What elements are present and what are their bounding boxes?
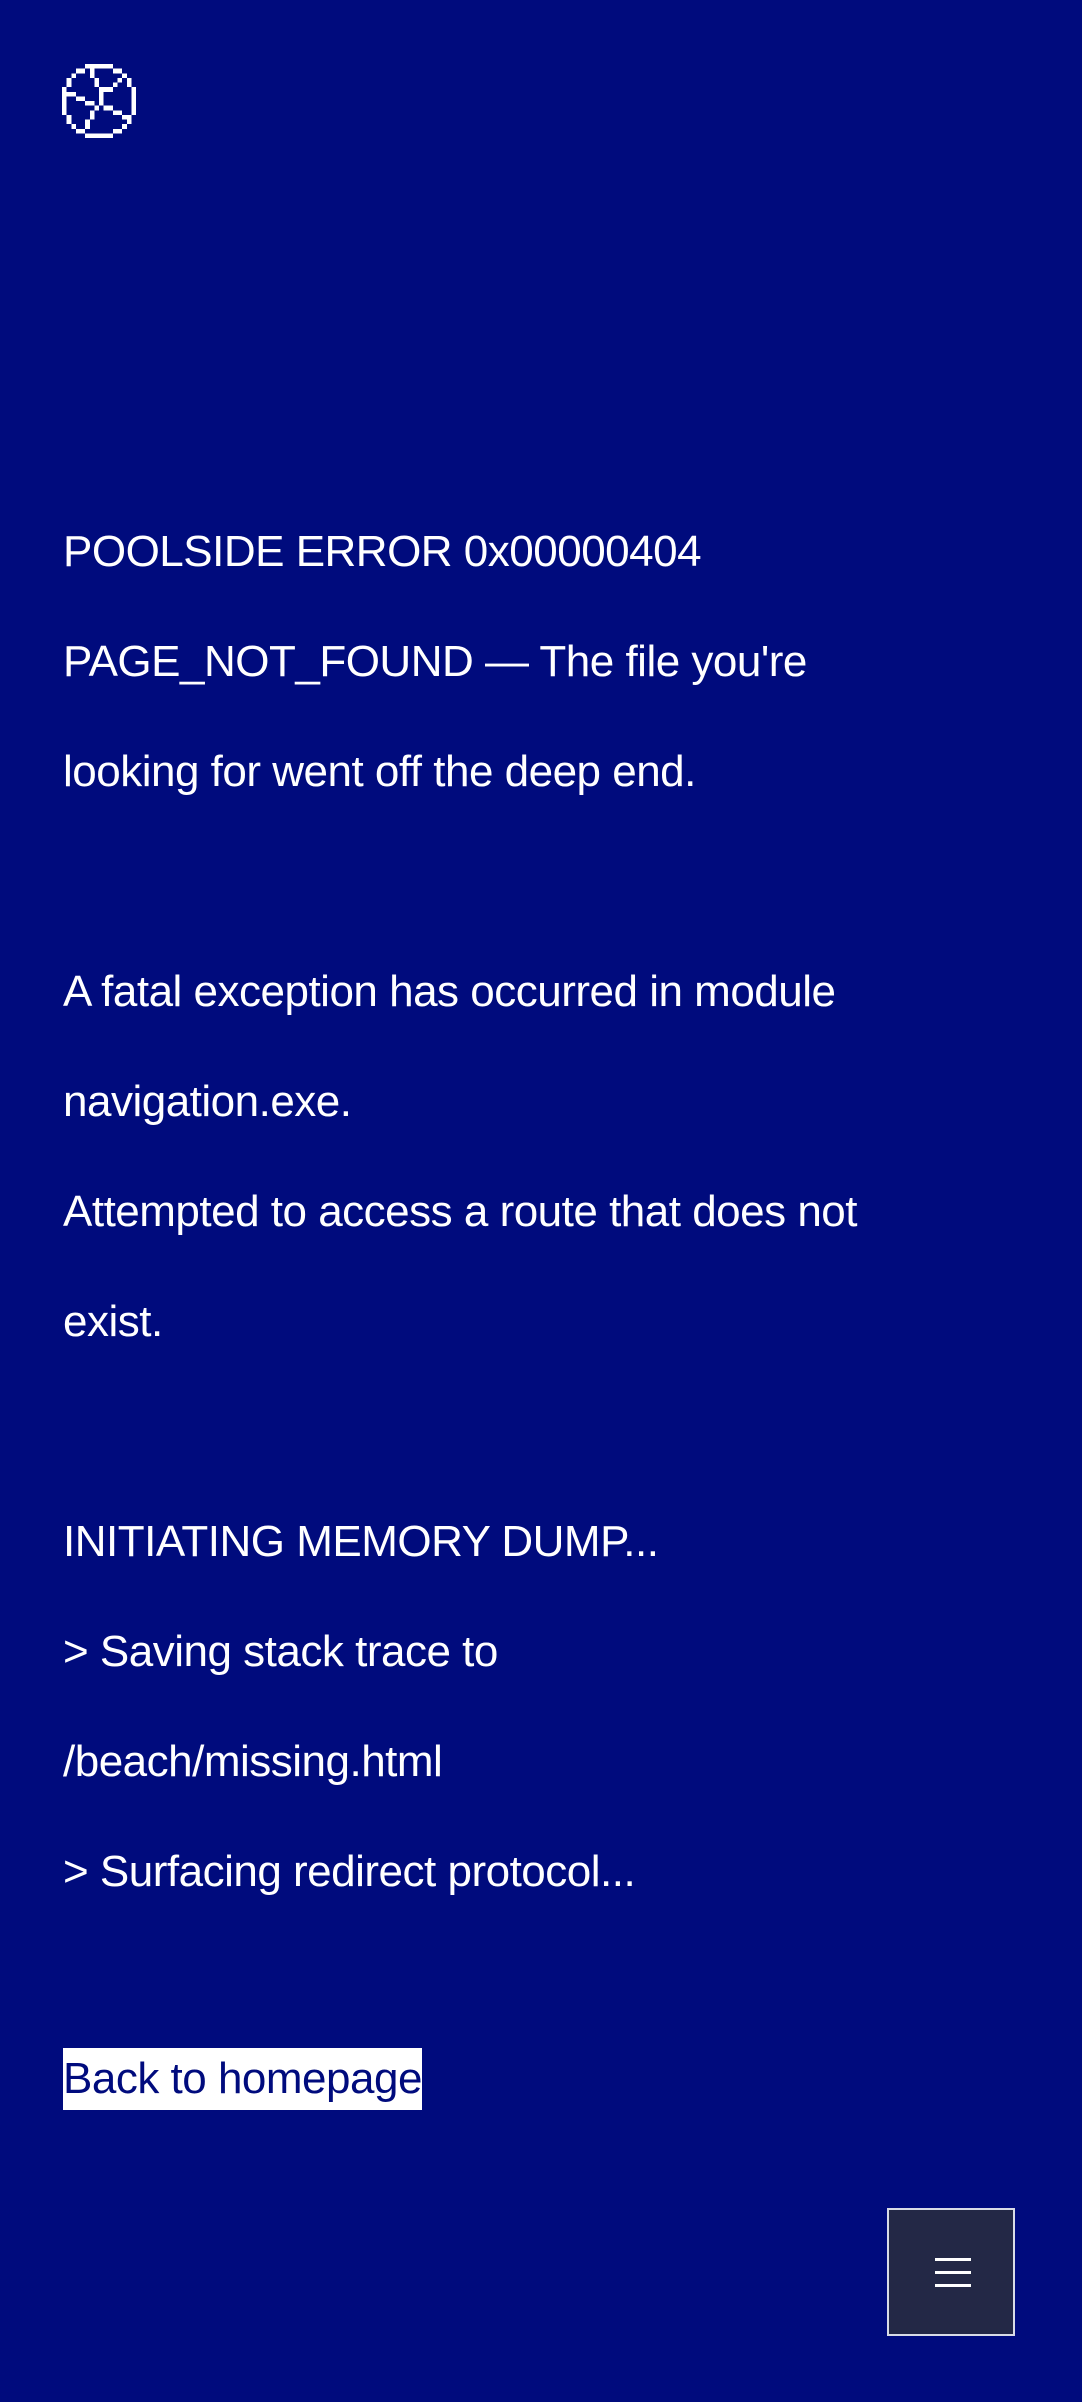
error-title: POOLSIDE ERROR 0x00000404 bbox=[63, 527, 702, 576]
logo-globe-icon[interactable] bbox=[62, 64, 136, 138]
error-message bbox=[63, 497, 1043, 1927]
home-link-wrapper bbox=[63, 2048, 422, 2110]
spacer bbox=[63, 1377, 1043, 1487]
error-line: looking for went off the deep end. bbox=[63, 747, 696, 796]
hamburger-menu-icon bbox=[935, 2258, 971, 2288]
error-line: Attempted to access a route that does not bbox=[63, 1187, 857, 1236]
menu-button[interactable] bbox=[887, 2208, 1015, 2336]
error-line: PAGE_NOT_FOUND — The file you're bbox=[63, 637, 807, 686]
spacer bbox=[63, 827, 1043, 937]
memory-dump-line: INITIATING MEMORY DUMP... bbox=[63, 1517, 659, 1566]
memory-dump-line: > Saving stack trace to bbox=[63, 1627, 498, 1676]
error-line: navigation.exe. bbox=[63, 1077, 352, 1126]
pixel-globe-icon bbox=[62, 64, 136, 138]
back-to-homepage-link[interactable]: Back to homepage bbox=[63, 2048, 422, 2110]
error-line: A fatal exception has occurred in module bbox=[63, 967, 836, 1016]
error-line: exist. bbox=[63, 1297, 163, 1346]
memory-dump-line: /beach/missing.html bbox=[63, 1737, 443, 1786]
memory-dump-line: > Surfacing redirect protocol... bbox=[63, 1847, 636, 1896]
